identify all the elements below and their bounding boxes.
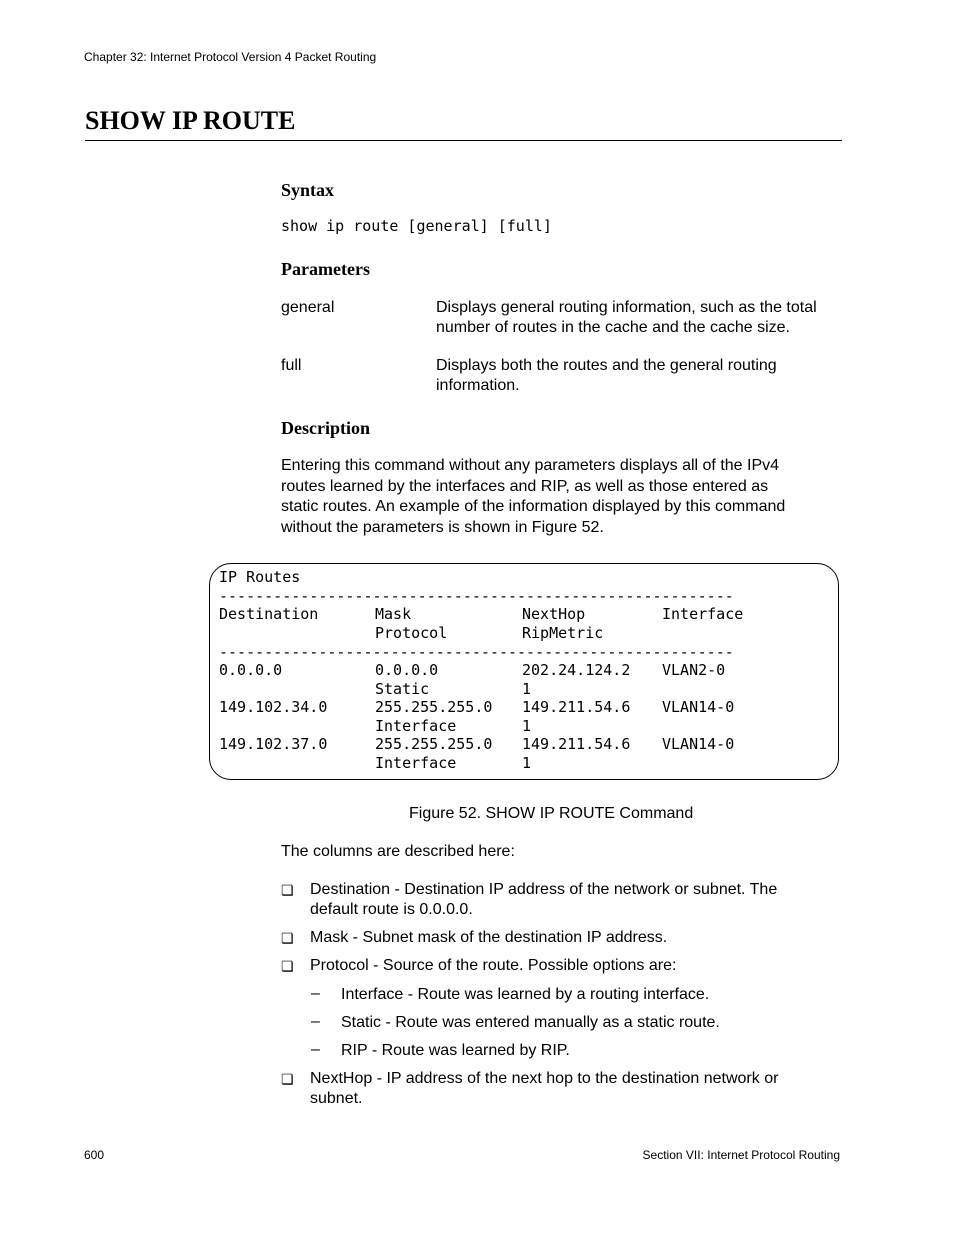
column-destination-desc — [310, 880, 840, 920]
route-ripmetric: 1 — [522, 717, 532, 735]
route-ripmetric: 1 — [522, 680, 532, 698]
param-general-name: general — [281, 299, 335, 316]
route-destination: 0.0.0.0 — [219, 661, 283, 679]
title-rule — [85, 140, 842, 141]
description-line: Entering this command without any parameters displays all of the IPv4 — [281, 457, 780, 474]
header-destination: Destination — [219, 605, 319, 623]
header-interface: Interface — [662, 605, 744, 623]
param-full-desc-line: information. — [436, 377, 520, 394]
parameters-heading: Parameters — [281, 259, 370, 279]
route-protocol: Static — [375, 680, 430, 698]
running-footer: Section VII: Internet Protocol Routing — [642, 1148, 840, 1162]
description-heading: Description — [281, 418, 370, 438]
running-header: Chapter 32: Internet Protocol Version 4 Packet Routing — [84, 50, 377, 64]
route-protocol: Interface — [375, 717, 457, 735]
figure-title: IP Routes — [219, 568, 301, 586]
route-mask: 255.255.255.0 — [375, 735, 493, 753]
description-line: routes learned by the interfaces and RIP, as well as those entered as — [281, 477, 769, 495]
description-line: static routes. An example of the information displayed by this command — [281, 498, 786, 515]
bullet-icon: ❏ — [281, 930, 294, 946]
route-ripmetric: 1 — [522, 754, 532, 772]
header-protocol: Protocol — [375, 624, 448, 642]
column-nexthop-line: NextHop - IP address of the next hop to the destination network or — [310, 1070, 779, 1087]
figure-caption: Figure 52. SHOW IP ROUTE Command — [409, 805, 694, 822]
route-interface: VLAN14-0 — [662, 735, 735, 753]
page-number: 600 — [84, 1148, 105, 1162]
bullet-icon: ❏ — [281, 1071, 294, 1087]
header-ripmetric: RipMetric — [522, 624, 604, 642]
param-full-desc — [436, 356, 846, 396]
description-text — [281, 456, 841, 538]
syntax-code: show ip route [general] [full] — [281, 217, 552, 235]
dash-marker: – — [311, 1041, 320, 1058]
protocol-option: Static - Route was entered manually as a static route. — [341, 1014, 720, 1031]
column-destination-line: default route is 0.0.0.0. — [310, 901, 473, 918]
description-line: without the parameters is shown in Figure 52. — [281, 518, 604, 536]
param-general-desc — [436, 298, 846, 338]
dash-marker: – — [311, 985, 320, 1002]
column-nexthop-desc — [310, 1069, 840, 1109]
page-title: SHOW IP ROUTE — [85, 106, 296, 135]
route-nexthop: 149.211.54.6 — [522, 698, 631, 716]
column-protocol-desc: Protocol - Source of the route. Possible options are: — [310, 957, 677, 974]
columns-intro: The columns are described here: — [281, 843, 515, 860]
route-nexthop: 202.24.124.2 — [522, 661, 631, 679]
dash-marker: – — [311, 1013, 320, 1030]
header-nexthop: NextHop — [522, 605, 586, 623]
bullet-icon: ❏ — [281, 882, 294, 898]
bullet-icon: ❏ — [281, 958, 294, 974]
route-interface: VLAN2-0 — [662, 661, 726, 679]
protocol-option: Interface - Route was learned by a routing interface. — [341, 986, 710, 1003]
figure-separator: --------------------------------------------------------- — [219, 643, 734, 661]
route-protocol: Interface — [375, 754, 457, 772]
route-mask: 255.255.255.0 — [375, 698, 493, 716]
protocol-option: RIP - Route was learned by RIP. — [341, 1042, 570, 1059]
route-destination: 149.102.34.0 — [219, 698, 328, 716]
header-mask: Mask — [375, 605, 412, 623]
column-mask-desc: Mask - Subnet mask of the destination IP address. — [310, 929, 668, 946]
route-interface: VLAN14-0 — [662, 698, 735, 716]
param-general-desc-line: number of routes in the cache and the cache size. — [436, 319, 790, 336]
param-full-name: full — [281, 357, 302, 374]
param-full-desc-line: Displays both the routes and the general routing — [436, 357, 777, 374]
param-general-desc-line: Displays general routing information, such as the total — [436, 299, 817, 316]
syntax-heading: Syntax — [281, 180, 335, 200]
route-mask: 0.0.0.0 — [375, 661, 439, 679]
column-destination-line: Destination - Destination IP address of the network or subnet. The — [310, 881, 778, 898]
route-nexthop: 149.211.54.6 — [522, 735, 631, 753]
figure-separator: --------------------------------------------------------- — [219, 587, 734, 605]
column-nexthop-line: subnet. — [310, 1090, 363, 1107]
route-destination: 149.102.37.0 — [219, 735, 328, 753]
